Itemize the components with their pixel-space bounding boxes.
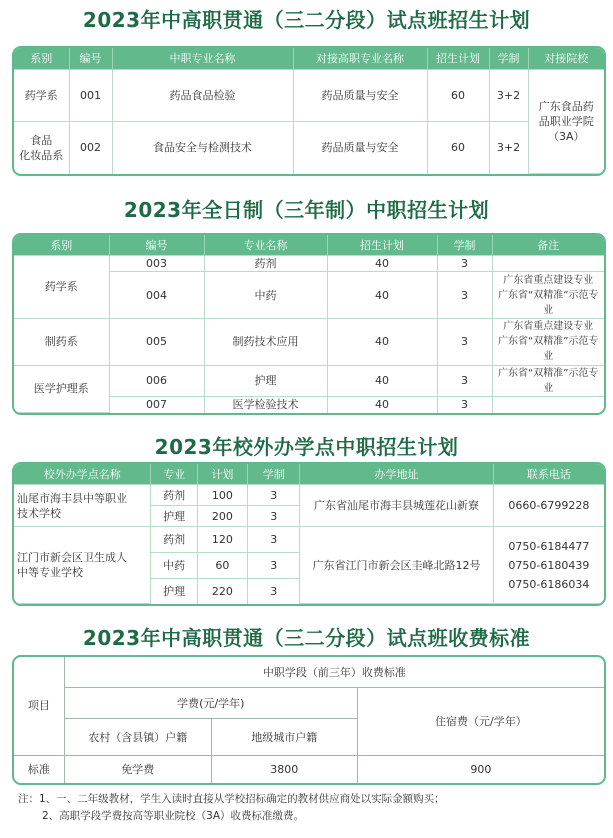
t3-major: 护理	[151, 506, 197, 527]
t3-plan: 100	[197, 485, 247, 506]
t3-school-name: 汕尾市海丰县中等职业 技术学校	[14, 485, 151, 527]
t2-note	[492, 397, 604, 413]
t4-rural: 农村（含县镇）户籍	[64, 719, 211, 755]
footnotes	[18, 791, 603, 825]
t1-header: 招生计划	[427, 48, 489, 69]
t4-table	[12, 655, 606, 785]
table-row	[14, 527, 604, 553]
t2-dept: 医学护理系	[14, 365, 109, 412]
t2-code: 007	[109, 397, 204, 413]
t2-plan: 40	[327, 272, 437, 319]
table-row	[14, 688, 604, 719]
t2-code: 006	[109, 365, 204, 397]
t2-years: 3	[437, 318, 492, 365]
t4-rural-fee: 免学费	[64, 755, 211, 783]
t1-header: 对接高职专业名称	[293, 48, 427, 69]
t4-title: 2023年中高职贯通（三二分段）试点班收费标准	[82, 626, 531, 650]
t3-major: 护理	[151, 578, 197, 603]
t1-years: 3+2	[489, 69, 528, 121]
t3-years: 3	[248, 485, 300, 506]
t2-code: 005	[109, 318, 204, 365]
t3-major: 中药	[151, 553, 197, 579]
t3-years: 3	[248, 553, 300, 579]
t1-title: 2023年中高职贯通（三二分段）试点班招生计划	[82, 8, 531, 32]
t1-header: 中职专业名称	[112, 48, 293, 69]
table-row	[14, 657, 604, 688]
t2-header: 系别	[14, 235, 109, 256]
t2-header: 备注	[492, 235, 604, 256]
t2-major: 制药技术应用	[204, 318, 327, 365]
t1-header: 对接院校	[528, 48, 604, 69]
t3-table	[12, 462, 606, 606]
table-row	[14, 365, 604, 397]
t1-plan: 60	[427, 121, 489, 173]
t2-major: 医学检验技术	[204, 397, 327, 413]
t3-header: 办学地址	[300, 464, 493, 485]
t1-plan: 60	[427, 69, 489, 121]
t2-header: 编号	[109, 235, 204, 256]
t4-dorm: 住宿费（元/学年）	[357, 688, 604, 755]
t3-phone: 0750-6184477 0750-6180439 0750-6186034	[493, 527, 604, 604]
t1-header: 编号	[69, 48, 112, 69]
t1-major: 药品食品检验	[112, 69, 293, 121]
t3-plan: 120	[197, 527, 247, 553]
t1-code: 002	[69, 121, 112, 173]
t3-plan: 220	[197, 578, 247, 603]
t2-header: 招生计划	[327, 235, 437, 256]
t4-urban-fee: 3800	[211, 755, 357, 783]
t3-address: 广东省汕尾市海丰县城莲花山新寮	[300, 485, 493, 527]
t4-item: 项目	[14, 657, 64, 755]
table-row	[14, 256, 604, 272]
t3-plan: 200	[197, 506, 247, 527]
t1-table	[12, 46, 606, 176]
t1-dept: 药学系	[14, 69, 69, 121]
table-row	[14, 121, 604, 173]
t3-header: 校外办学点名称	[14, 464, 151, 485]
t2-years: 3	[437, 272, 492, 319]
footnote-1: 注：1、一、二年级教材，学生入读时直接从学校招标确定的教材供应商处以实际金额购买；	[18, 793, 445, 805]
t3-title: 2023年校外办学点中职招生计划	[154, 435, 459, 459]
table-row	[14, 69, 604, 121]
t1-college: 广东食品药 品职业学院 （3A）	[528, 69, 604, 174]
table-row	[14, 318, 604, 365]
t2-code: 003	[109, 256, 204, 272]
t3-major: 药剂	[151, 485, 197, 506]
t3-phone: 0660-6799228	[493, 485, 604, 527]
t2-note: 广东省“双精准”示范专业	[492, 365, 604, 397]
t2-header: 学制	[437, 235, 492, 256]
t4-urban: 地级城市户籍	[211, 719, 357, 755]
footnote-2: 2、高职学段学费按高等职业院校（3A）收费标准缴费。	[42, 810, 305, 822]
t2-title: 2023年全日制（三年制）中职招生计划	[123, 198, 490, 222]
t3-major: 药剂	[151, 527, 197, 553]
t2-major: 药剂	[204, 256, 327, 272]
table-row	[14, 485, 604, 506]
t3-plan: 60	[197, 553, 247, 579]
t3-header: 专业	[151, 464, 197, 485]
t2-plan: 40	[327, 397, 437, 413]
t2-dept: 药学系	[14, 256, 109, 319]
t3-header: 计划	[197, 464, 247, 485]
t3-address: 广东省江门市新会区圭峰北路12号	[300, 527, 493, 604]
t4-dorm-fee: 900	[357, 755, 604, 783]
t3-header: 学制	[248, 464, 300, 485]
t2-note: 广东省重点建设专业 广东省“双精准”示范专业	[492, 318, 604, 365]
t2-note	[492, 256, 604, 272]
t3-years: 3	[248, 527, 300, 553]
t2-header: 专业名称	[204, 235, 327, 256]
t1-header: 系别	[14, 48, 69, 69]
t1-target: 药品质量与安全	[293, 69, 427, 121]
t2-plan: 40	[327, 365, 437, 397]
t1-header: 学制	[489, 48, 528, 69]
t3-years: 3	[248, 506, 300, 527]
t1-target: 药品质量与安全	[293, 121, 427, 173]
t2-plan: 40	[327, 256, 437, 272]
t3-header-row	[14, 464, 604, 485]
t4-stage: 中职学段（前三年）收费标准	[64, 657, 604, 688]
t2-code: 004	[109, 272, 204, 319]
t1-major: 食品安全与检测技术	[112, 121, 293, 173]
t1-years: 3+2	[489, 121, 528, 173]
t2-major: 中药	[204, 272, 327, 319]
t3-header: 联系电话	[493, 464, 604, 485]
t2-table	[12, 233, 606, 415]
t1-header-row	[14, 48, 604, 69]
t2-years: 3	[437, 365, 492, 397]
t3-years: 3	[248, 578, 300, 603]
t1-code: 001	[69, 69, 112, 121]
t2-header-row	[14, 235, 604, 256]
t2-years: 3	[437, 256, 492, 272]
t2-note: 广东省重点建设专业 广东省“双精准”示范专业	[492, 272, 604, 319]
t1-dept: 食品 化妆品系	[14, 121, 69, 173]
t4-tuition: 学费(元/学年)	[64, 688, 357, 719]
t2-dept: 制药系	[14, 318, 109, 365]
t2-plan: 40	[327, 318, 437, 365]
t2-major: 护理	[204, 365, 327, 397]
t3-school-name: 江门市新会区卫生成人 中等专业学校	[14, 527, 151, 604]
table-row	[14, 755, 604, 783]
t4-std: 标准	[14, 755, 64, 783]
t2-years: 3	[437, 397, 492, 413]
